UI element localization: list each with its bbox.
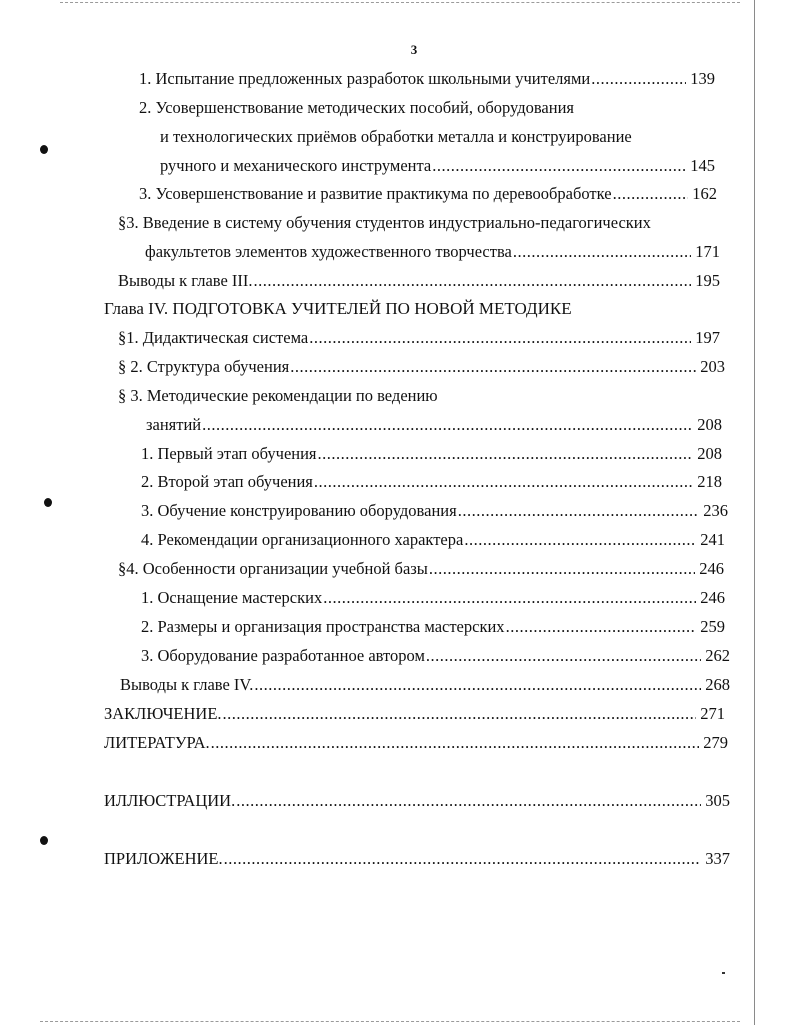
dot-leader: [235, 790, 701, 812]
toc-entry: [120, 674, 730, 696]
dot-leader: [512, 241, 691, 263]
toc-entry: [104, 703, 725, 725]
dot-leader: [253, 674, 701, 696]
toc-entry-text: факультетов элементов художественного творчества: [145, 242, 512, 261]
toc-entry-text: 1. Оснащение мастерских: [141, 588, 323, 607]
punch-hole-mark: [44, 498, 52, 507]
toc-entry-page: 241: [700, 530, 725, 549]
toc-entry: [118, 327, 720, 349]
toc-entry-text: 3. Оборудование разработанное автором: [141, 646, 425, 665]
toc-entry: [104, 848, 730, 870]
toc-entry-text: 1. Первый этап обучения: [141, 444, 317, 463]
toc-entry-text: занятий: [146, 415, 202, 434]
toc-entry-page: 337: [705, 849, 730, 868]
toc-entry: [139, 68, 715, 90]
toc-entry: [146, 414, 722, 436]
dot-leader: [201, 414, 693, 436]
toc-entry-text: ПРИЛОЖЕНИЕ.: [104, 849, 223, 868]
toc-entry: [141, 443, 722, 465]
toc-entry-page: 271: [700, 704, 725, 723]
dot-leader: [289, 356, 696, 378]
toc-entry: [141, 500, 728, 522]
dot-leader: [590, 68, 686, 90]
toc-entry-line: 2. Усовершенствование методических пособий, оборудования: [139, 98, 575, 117]
dot-leader: [210, 732, 700, 754]
toc-entry-page: 195: [695, 271, 720, 290]
toc-entry-text: 2. Размеры и организация пространства мастерских: [141, 617, 505, 636]
dot-leader: [612, 183, 689, 205]
toc-entry-line: §3. Введение в систему обучения студентов индустриально-педагогических: [118, 213, 651, 232]
toc-entry-page: 197: [695, 328, 720, 347]
toc-entry-page: 305: [705, 791, 730, 810]
toc-entry-text: ИЛЛЮСТРАЦИИ.: [104, 791, 236, 810]
dot-leader: [313, 471, 693, 493]
scan-edge-right: [754, 0, 755, 1025]
scan-edge-bottom: [40, 1021, 740, 1022]
toc-entry: [145, 241, 720, 263]
toc-entry-line: и технологических приёмов обработки металла и конструирование: [160, 127, 632, 146]
toc-entry-page: 139: [690, 69, 715, 88]
toc-entry-text: ЛИТЕРАТУРА.: [104, 733, 210, 752]
scan-edge-top: [60, 2, 740, 3]
toc-entry: [141, 587, 725, 609]
dot-leader: [223, 848, 702, 870]
page-number: 3: [410, 42, 418, 57]
toc-entry-text: 2. Второй этап обучения: [141, 472, 313, 491]
toc-entry-text: §4. Особенности организации учебной базы: [118, 559, 428, 578]
toc-entry-text: 3. Обучение конструированию оборудования: [141, 501, 457, 520]
toc-entry-text: 3. Усовершенствование и развитие практикума по деревообработке: [139, 184, 612, 203]
toc-entry-page: 262: [705, 646, 730, 665]
dot-leader: [431, 155, 686, 177]
dot-leader: [222, 703, 697, 725]
punch-hole-mark: [40, 836, 48, 845]
toc-entry-text: 4. Рекомендации организационного характера: [141, 530, 464, 549]
dot-leader: [457, 500, 700, 522]
toc-entry-line: § 3. Методические рекомендации по ведению: [118, 386, 438, 405]
toc-entry: [118, 558, 724, 580]
toc-entry-text: ручного и механического инструмента: [160, 156, 432, 175]
scan-speck: [722, 972, 725, 974]
dot-leader: [317, 443, 694, 465]
punch-hole-mark: [40, 145, 48, 154]
toc-entry-text: § 2. Структура обучения: [118, 357, 290, 376]
dot-leader: [425, 645, 701, 667]
dot-leader: [463, 529, 696, 551]
toc-entry: [139, 183, 717, 205]
toc-entry: [141, 529, 725, 551]
toc-entry: [104, 790, 730, 812]
toc-entry-page: 208: [697, 444, 722, 463]
toc-entry-page: 246: [700, 588, 725, 607]
toc-entry: [104, 732, 728, 754]
toc-entry: [118, 270, 720, 292]
dot-leader: [505, 616, 697, 638]
chapter-heading: Глава IV. ПОДГОТОВКА УЧИТЕЛЕЙ ПО НОВОЙ МЕТОДИКЕ: [104, 299, 572, 318]
toc-entry-text: §1. Дидактическая система: [118, 328, 309, 347]
toc-entry-page: 259: [700, 617, 725, 636]
toc-entry: [141, 616, 725, 638]
toc-entry-page: 268: [705, 675, 730, 694]
dot-leader: [253, 270, 692, 292]
toc-entry: [160, 155, 715, 177]
toc-entry-page: 171: [695, 242, 720, 261]
toc-entry: [141, 645, 730, 667]
toc-entry-text: Выводы к главе III.: [118, 271, 253, 290]
dot-leader: [308, 327, 691, 349]
toc-entry-page: 145: [690, 156, 715, 175]
toc-entry-page: 246: [699, 559, 724, 578]
toc-entry-text: ЗАКЛЮЧЕНИЕ.: [104, 704, 222, 723]
toc-entry-text: Выводы к главе IV.: [120, 675, 254, 694]
toc-entry-page: 208: [697, 415, 722, 434]
toc-entry-page: 236: [703, 501, 728, 520]
dot-leader: [428, 558, 695, 580]
toc-entry-page: 162: [692, 184, 717, 203]
dot-leader: [322, 587, 696, 609]
toc-entry: [141, 471, 722, 493]
toc-entry-text: 1. Испытание предложенных разработок школьными учителями: [139, 69, 591, 88]
toc-entry: [118, 356, 725, 378]
toc-entry-page: 203: [700, 357, 725, 376]
toc-entry-page: 279: [703, 733, 728, 752]
toc-entry-page: 218: [697, 472, 722, 491]
